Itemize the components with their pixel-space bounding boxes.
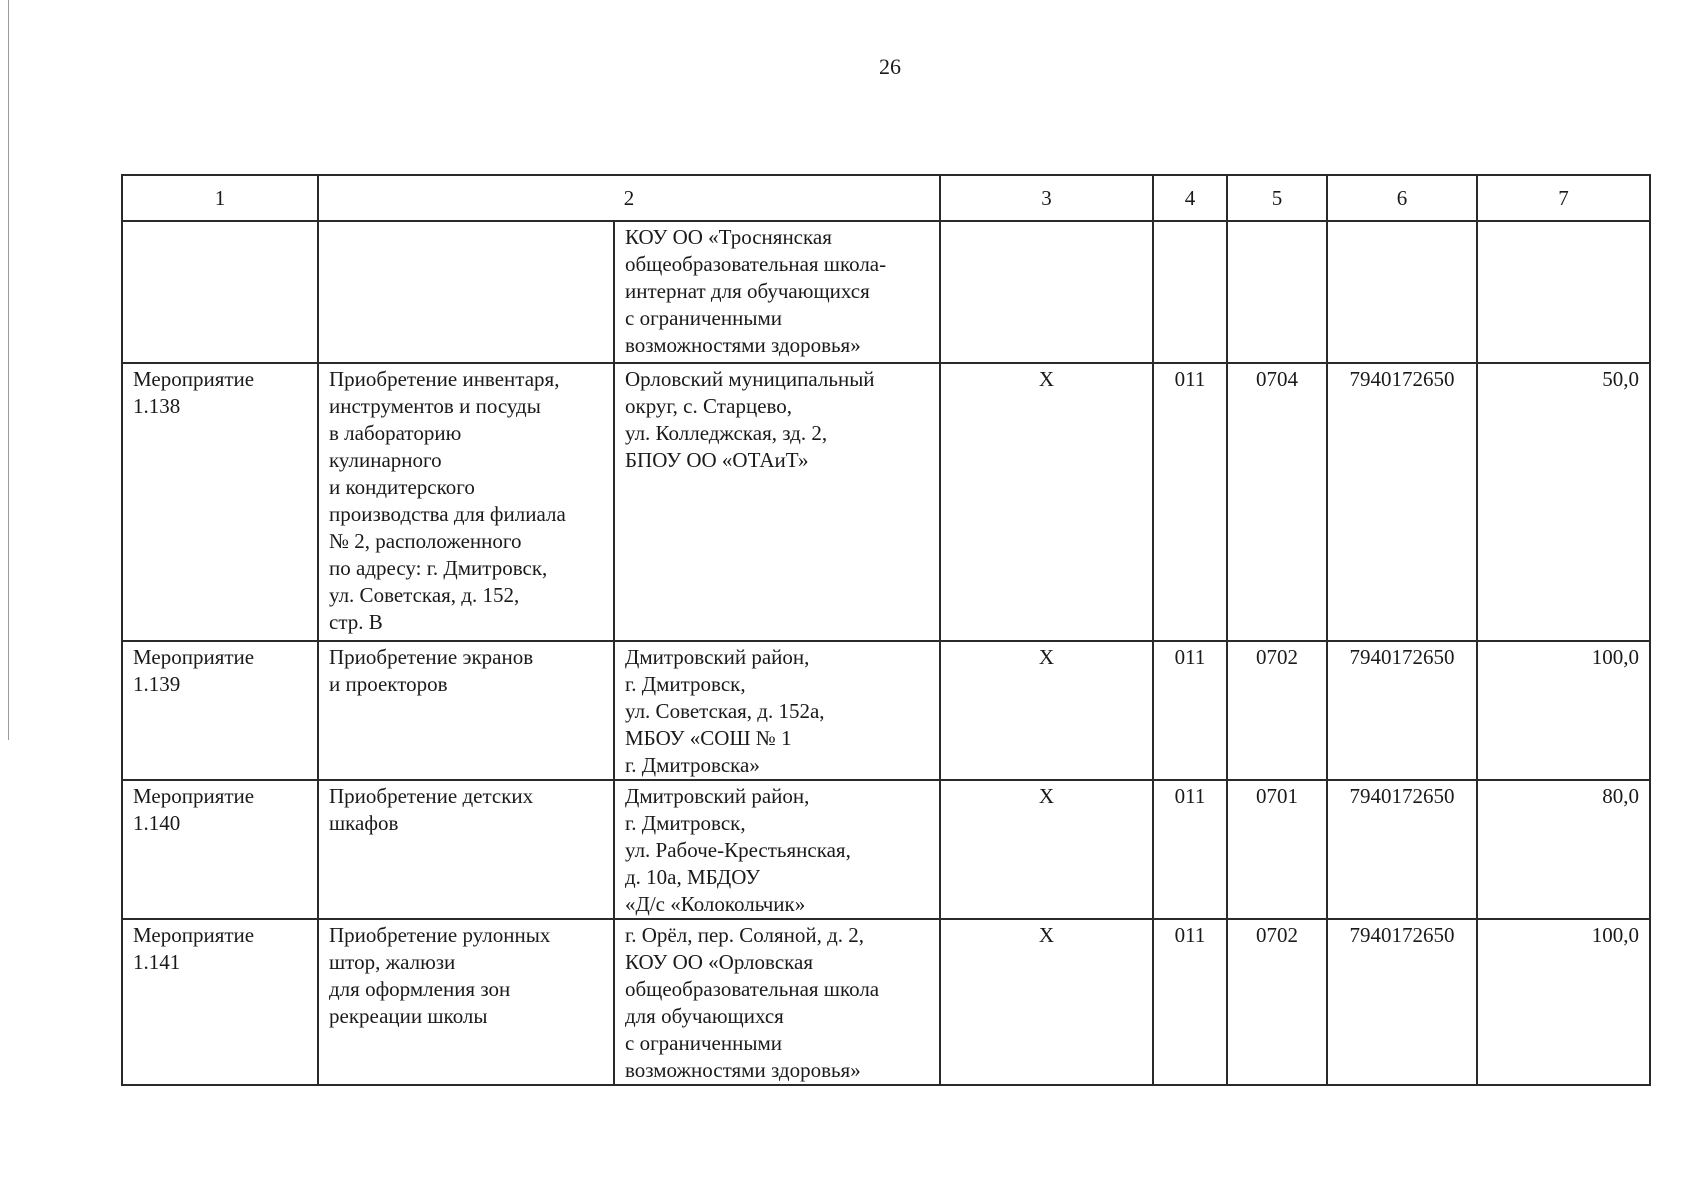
table-row [122,641,1650,780]
activity-description-cell [318,221,614,363]
activity-location-cell: Орловский муниципальный округ, с. Старцево, ул. Колледжская, зд. 2, БПОУ ОО «ОТАиТ» [614,363,940,641]
col-6-cell: 7940172650 [1327,641,1477,780]
col-4-cell: 011 [1153,363,1227,641]
activity-description-cell: Приобретение рулонных штор, жалюзи для оформления зон рекреации школы [318,919,614,1085]
activity-location-cell: Дмитровский район, г. Дмитровск, ул. Рабоче-Крестьянская, д. 10а, МБДОУ «Д/с «Колокольчик» [614,780,940,919]
col-5-cell: 0701 [1227,780,1327,919]
col-7-cell: 100,0 [1477,641,1650,780]
activity-id-cell: Мероприятие 1.139 [122,641,318,780]
col-6-cell: 7940172650 [1327,780,1477,919]
header-col-6: 6 [1327,175,1477,221]
table-row [122,919,1650,1085]
activity-id-cell [122,221,318,363]
table-header-row [122,175,1650,221]
col-7-cell: 50,0 [1477,363,1650,641]
col-4-cell: 011 [1153,641,1227,780]
activity-description-cell: Приобретение инвентаря, инструментов и посуды в лабораторию кулинарного и кондитерского производства для филиала № 2, расположенного по адресу: г. Дмитровск, ул. Советская, д. 152, стр. В [318,363,614,641]
activity-location-cell: Дмитровский район, г. Дмитровск, ул. Советская, д. 152а, МБОУ «СОШ № 1 г. Дмитровска» [614,641,940,780]
col-7-cell: 80,0 [1477,780,1650,919]
col-5-cell: 0702 [1227,641,1327,780]
col-7-cell [1477,221,1650,363]
activity-location-cell: г. Орёл, пер. Соляной, д. 2, КОУ ОО «Орловская общеобразовательная школа для обучающихся с ограниченными возможностями здоровья» [614,919,940,1085]
col-3-cell: Х [940,919,1153,1085]
col-4-cell: 011 [1153,919,1227,1085]
col-3-cell [940,221,1153,363]
col-6-cell [1327,221,1477,363]
col-4-cell [1153,221,1227,363]
col-4-cell: 011 [1153,780,1227,919]
table-row [122,221,1650,363]
activity-description-cell: Приобретение экранов и проекторов [318,641,614,780]
col-7-cell: 100,0 [1477,919,1650,1085]
col-3-cell: Х [940,780,1153,919]
activity-description-cell: Приобретение детских шкафов [318,780,614,919]
col-6-cell: 7940172650 [1327,919,1477,1085]
activity-id-cell: Мероприятие 1.138 [122,363,318,641]
col-6-cell: 7940172650 [1327,363,1477,641]
table-row [122,780,1650,919]
col-3-cell: Х [940,641,1153,780]
page-number: 26 [879,54,901,79]
activity-location-cell: КОУ ОО «Троснянская общеобразовательная школа- интернат для обучающихся с ограниченными возможностями здоровья» [614,221,940,363]
col-5-cell: 0704 [1227,363,1327,641]
header-col-4: 4 [1153,175,1227,221]
activity-id-cell: Мероприятие 1.140 [122,780,318,919]
header-col-5: 5 [1227,175,1327,221]
header-col-7: 7 [1477,175,1650,221]
header-col-3: 3 [940,175,1153,221]
header-col-2: 2 [318,175,940,221]
header-col-1: 1 [122,175,318,221]
scan-edge-line [8,0,9,740]
activity-id-cell: Мероприятие 1.141 [122,919,318,1085]
activities-table [121,174,1651,1086]
table-row [122,363,1650,641]
col-5-cell: 0702 [1227,919,1327,1085]
col-3-cell: Х [940,363,1153,641]
col-5-cell [1227,221,1327,363]
